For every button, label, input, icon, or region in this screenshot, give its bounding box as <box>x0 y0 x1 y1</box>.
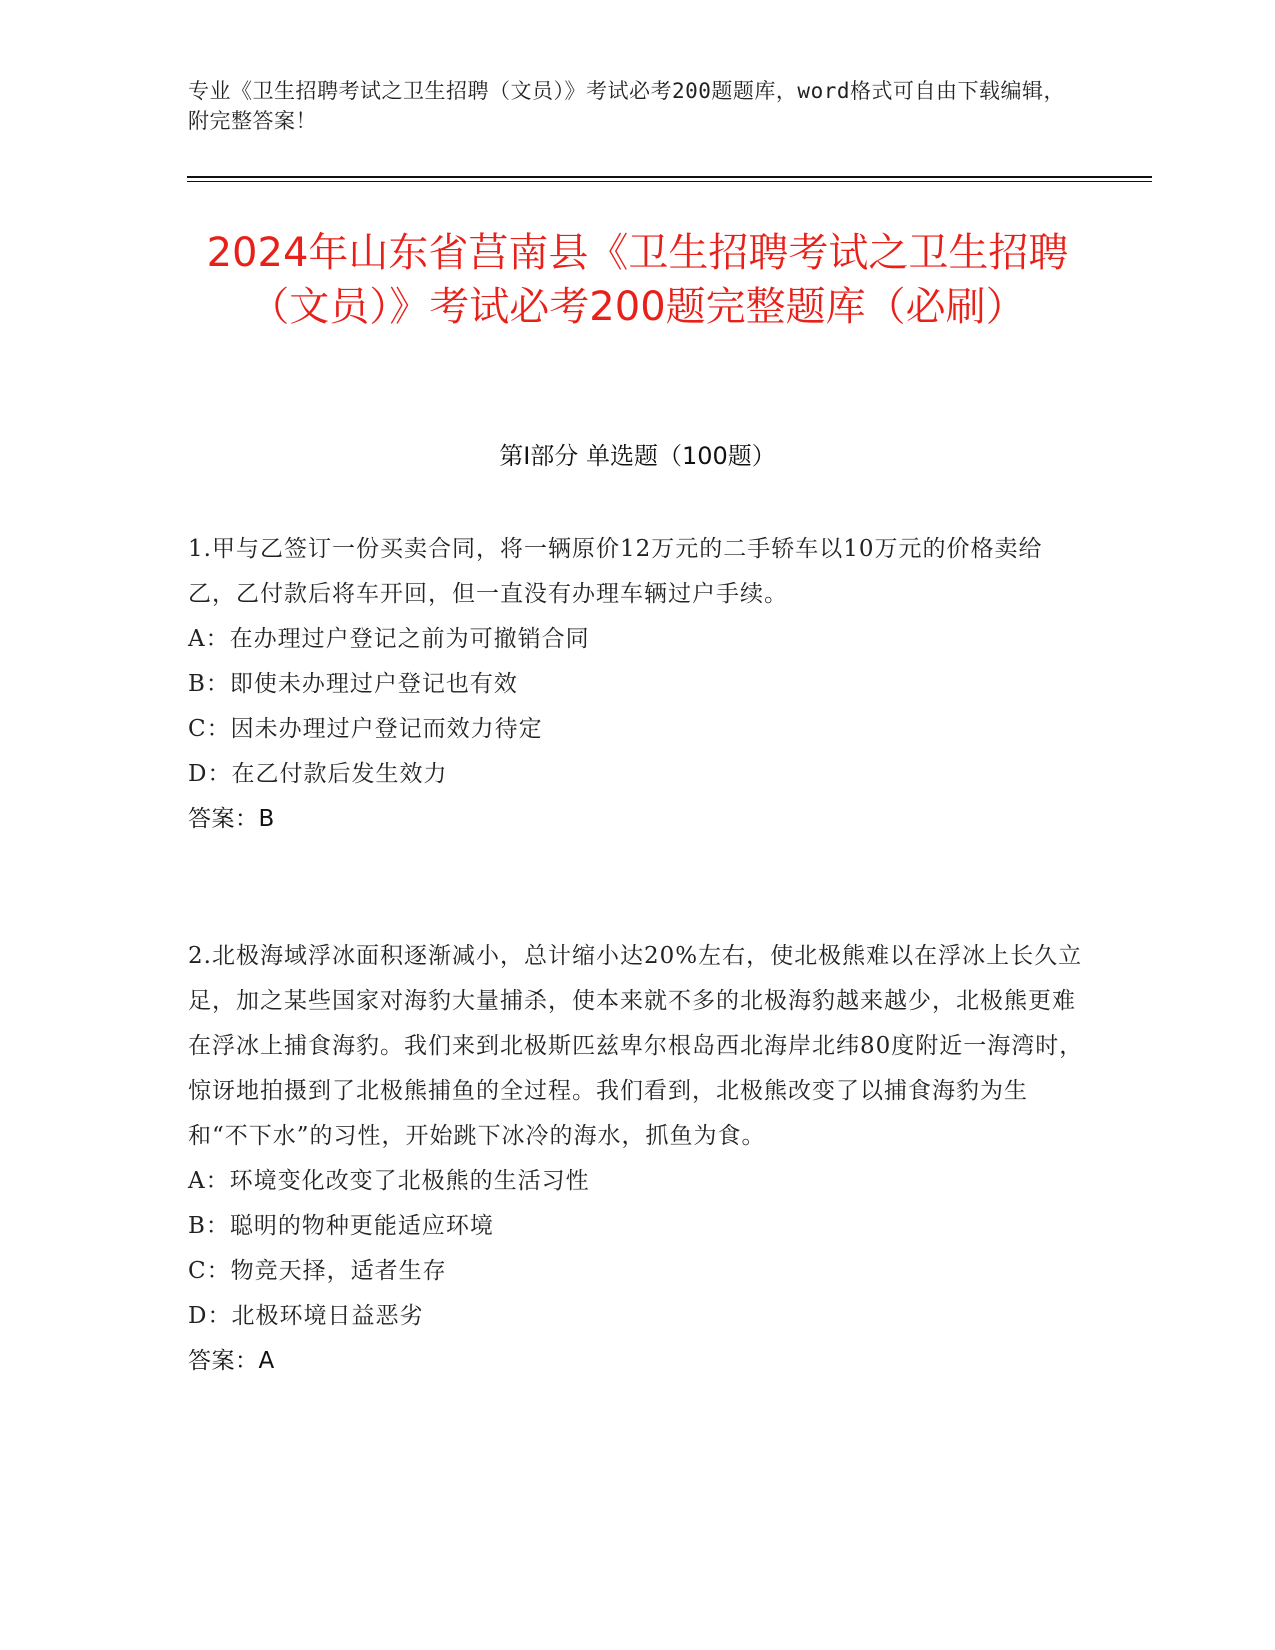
option-c: C：因未办理过户登记而效力待定 <box>188 716 543 742</box>
question-2 <box>188 934 1088 1384</box>
question-1 <box>188 527 1088 842</box>
header-note: 专业《卫生招聘考试之卫生招聘（文员）》考试必考200题题库，word格式可自由下载编辑，附完整答案！ <box>188 79 1065 133</box>
option-a: A：环境变化改变了北极熊的生活习性 <box>188 1168 590 1194</box>
option-b: B：即使未办理过户登记也有效 <box>188 671 518 697</box>
option-b: B：聪明的物种更能适应环境 <box>188 1213 494 1239</box>
document-title: 2024年山东省莒南县《卫生招聘考试之卫生招聘（文员）》考试必考200题完整题库（必刷） <box>206 230 1069 330</box>
header-divider-thick <box>187 176 1152 178</box>
option-d: D：在乙付款后发生效力 <box>188 761 448 787</box>
header-divider-thin <box>187 181 1152 182</box>
answer-label: 答案：B <box>188 806 275 832</box>
option-c: C：物竞天择，适者生存 <box>188 1258 447 1284</box>
section-title: 第I部分 单选题（100题） <box>499 442 776 470</box>
question-stem: 2.北极海域浮冰面积逐渐减小，总计缩小达20%左右，使北极熊难以在浮冰上长久立足，加之某些国家对海豹大量捕杀，使本来就不多的北极海豹越来越少，北极熊更难在浮冰上捕食海豹。我们来到北极斯匹兹卑尔根岛西北海岸北纬80度附近一海湾时，惊讶地拍摄到了北极熊捕鱼的全过程。我们看到，北极熊改变了以捕食海豹为生和“不下水”的习性，开始跳下冰冷的海水，抓鱼为食。 <box>188 943 1084 1149</box>
option-d: D：北极环境日益恶劣 <box>188 1303 424 1329</box>
answer-label: 答案：A <box>188 1348 275 1374</box>
option-a: A：在办理过户登记之前为可撤销合同 <box>188 626 590 652</box>
question-stem: 1.甲与乙签订一份买卖合同，将一辆原价12万元的二手轿车以10万元的价格卖给乙，乙付款后将车开回，但一直没有办理车辆过户手续。 <box>188 536 1043 607</box>
